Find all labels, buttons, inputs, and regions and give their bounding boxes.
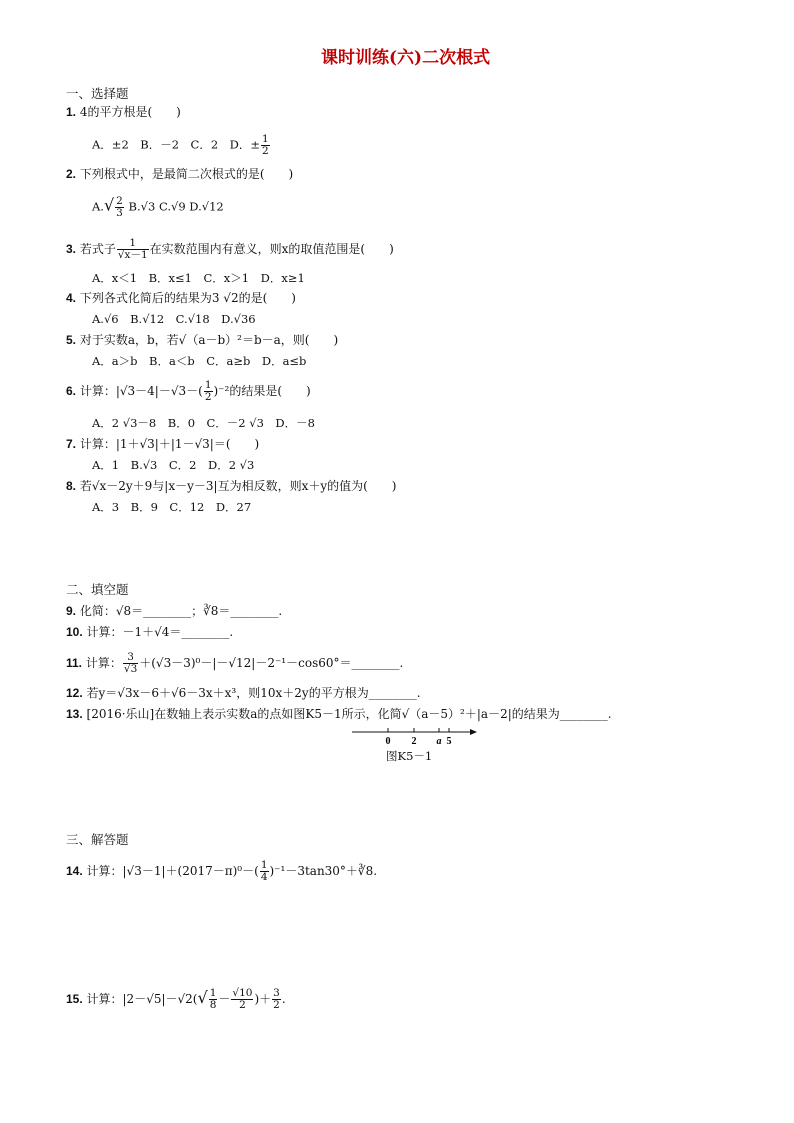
question-3: [66, 238, 394, 261]
number-line-figure: [350, 724, 480, 750]
option-b: B.√: [128, 199, 148, 214]
question-text: 化简：√8＝________；∛8＝________.: [79, 604, 283, 618]
tick-label: 2: [411, 736, 417, 747]
question-text-pre: 计算：|2－√5|－√2(: [86, 992, 198, 1006]
question-number: 4.: [66, 291, 77, 305]
option-a: A.: [92, 199, 104, 214]
question-number: 13.: [66, 707, 83, 721]
figure-caption: 图K5－1: [386, 749, 433, 763]
question-15: [66, 988, 286, 1011]
question-text-post: )⁻²的结果是( ): [213, 384, 311, 398]
question-7: [66, 436, 259, 452]
denominator: √3: [123, 663, 138, 675]
question-text-post: )＋: [254, 992, 272, 1006]
question-number: 9.: [66, 604, 77, 618]
question-text: [2016·乐山]在数轴上表示实数a的点如图K5－1所示，化简√（a－5）²＋|a－2|的结果为________.: [86, 707, 612, 721]
question-text-pre: 计算：: [85, 656, 122, 670]
question-number: 5.: [66, 333, 77, 347]
denominator: √x－1: [117, 249, 148, 261]
option-d-radicand: 12: [209, 199, 224, 214]
minus-sign: －: [218, 992, 231, 1006]
option-b-radicand: 3: [147, 199, 156, 214]
question-number: 8.: [66, 479, 77, 493]
question-number: 15.: [66, 992, 83, 1006]
question-text-pre: 计算：|√3－4|－√3－(: [79, 384, 203, 398]
tick-label: 0: [385, 736, 391, 747]
question-10: [66, 624, 233, 640]
question-11: [66, 652, 403, 675]
question-13: [66, 706, 612, 722]
question-9: [66, 603, 282, 619]
question-text-post: ＋(√3－3)⁰－|－√12|－2⁻¹－cos60°＝________.: [139, 656, 404, 670]
question-text: 4的平方根是( ): [79, 105, 181, 119]
question-7-options: A．1 B.√3 C．2 D．2 √3: [92, 458, 255, 472]
question-text: 计算：|1＋√3|＋|1－√3|＝( ): [79, 437, 260, 451]
question-text: 计算：－1＋√4＝________.: [86, 625, 234, 639]
fraction: [204, 380, 213, 403]
numerator: 3: [273, 987, 280, 999]
arrow-head-icon: [470, 729, 477, 735]
question-8: [66, 478, 397, 494]
radical-sign: √: [197, 988, 208, 1007]
fraction: [209, 988, 218, 1011]
fraction: [117, 238, 149, 261]
question-number: 6.: [66, 384, 77, 398]
question-text-pre: 若式子: [79, 242, 116, 256]
denominator: 8: [209, 999, 217, 1011]
question-2-options: [92, 196, 224, 219]
question-number: 3.: [66, 242, 77, 256]
fraction: [231, 988, 253, 1011]
numerator: √10: [232, 987, 253, 999]
option-c: C.√: [158, 199, 179, 214]
question-text: 对于实数a，b，若√（a－b）²＝b－a，则( ): [79, 333, 339, 347]
denominator: 4: [260, 871, 268, 883]
tick-label: 5: [446, 736, 452, 747]
section-heading-solve: 三、解答题: [66, 832, 129, 847]
question-14: [66, 860, 377, 883]
denominator: 3: [116, 207, 123, 219]
radical-sign: √: [103, 195, 115, 215]
question-6: [66, 380, 311, 403]
options-text: A．±2 B．－2 C．2 D．±: [92, 137, 260, 152]
numerator: 1: [117, 238, 149, 250]
question-text-post: )⁻¹－3tan30°＋∛8.: [269, 864, 378, 878]
question-4: [66, 290, 296, 306]
numerator: 1: [260, 859, 268, 871]
question-3-options: A．x＜1 B．x≤1 C．x＞1 D．x≥1: [92, 271, 305, 285]
section-heading-fill: 二、填空题: [66, 582, 129, 597]
numerator: 3: [123, 652, 138, 664]
question-number: 2.: [66, 167, 77, 181]
question-2: [66, 166, 293, 182]
question-number: 10.: [66, 625, 83, 639]
denominator: 2: [273, 999, 280, 1011]
question-text: 若y＝√3x－6＋√6－3x＋x³，则10x＋2y的平方根为________.: [86, 686, 421, 700]
fraction: [261, 134, 270, 157]
question-number: 11.: [66, 656, 83, 670]
question-5-options: A．a＞b B．a＜b C．a≥b D．a≤b: [92, 354, 307, 368]
question-number: 7.: [66, 437, 77, 451]
question-number: 14.: [66, 864, 83, 878]
question-number: 12.: [66, 686, 83, 700]
question-8-options: A．3 B．9 C．12 D．27: [92, 500, 252, 514]
question-6-options: A．2 √3－8 B．0 C．－2 √3 D．－8: [92, 416, 315, 430]
question-text: 下列根式中，是最简二次根式的是( ): [79, 167, 294, 181]
question-12: [66, 685, 421, 701]
section-heading-choice: 一、选择题: [66, 86, 129, 101]
denominator: 2: [204, 391, 212, 403]
numerator: 1: [262, 133, 269, 145]
question-text: 下列各式化简后的结果为3 √2的是( ): [79, 291, 296, 305]
question-1-options: [92, 134, 271, 157]
question-number: 1.: [66, 105, 77, 119]
numerator: 2: [116, 195, 123, 207]
numerator: 1: [209, 987, 217, 999]
question-text-post: 在实数范围内有意义，则x的取值范围是( ): [149, 242, 394, 256]
period: .: [281, 992, 286, 1006]
fraction: [123, 652, 138, 675]
question-5: [66, 332, 338, 348]
tick-label: a: [436, 736, 442, 747]
question-4-options: A.√6 B.√12 C.√18 D.√36: [92, 312, 256, 326]
fraction: [272, 988, 281, 1011]
fraction: [260, 860, 269, 883]
denominator: 2: [262, 145, 269, 157]
numerator: 1: [204, 379, 212, 391]
page-title: 课时训练(六)二次根式: [321, 48, 491, 68]
option-d: D.√: [189, 199, 210, 214]
fraction: [115, 196, 124, 219]
question-text-pre: 计算：|√3－1|＋(2017－π)⁰－(: [86, 864, 259, 878]
denominator: 2: [239, 999, 246, 1011]
question-text: 若√x－2y＋9与|x－y－3|互为相反数，则x＋y的值为( ): [79, 479, 397, 493]
question-1: [66, 104, 181, 120]
option-c-radicand: 9: [178, 199, 186, 214]
